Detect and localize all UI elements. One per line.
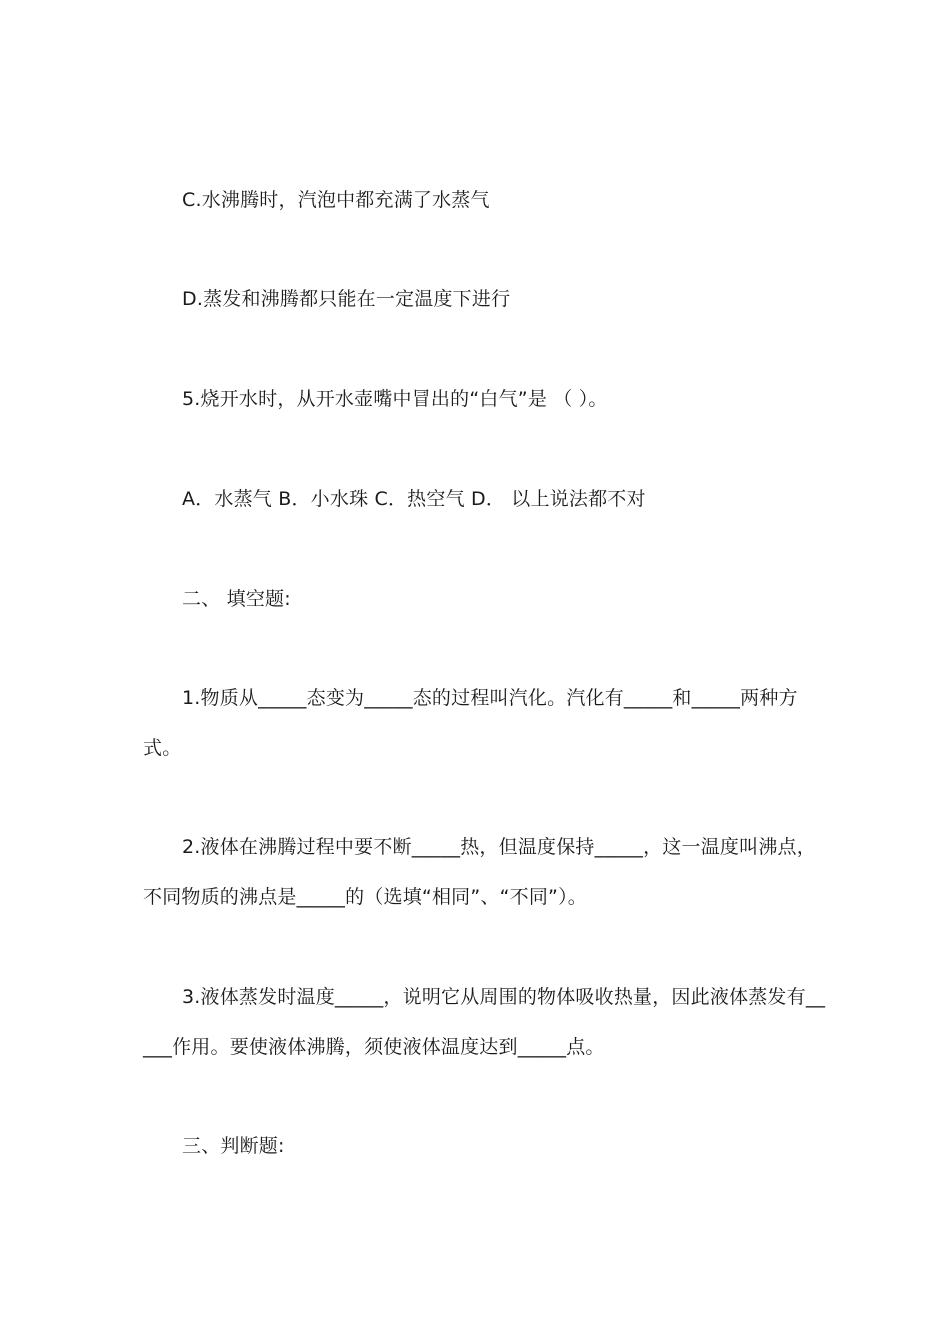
section-fill-in-heading: 二、 填空题:	[182, 588, 291, 610]
section-judgment-heading: 三、判断题:	[182, 1135, 285, 1157]
option-c-q4: C.水沸腾时，汽泡中都充满了水蒸气	[182, 189, 490, 211]
fill-question-1-line-2: 式。	[143, 737, 182, 759]
fill-question-1-line-1: 1.物质从_____态变为_____态的过程叫汽化。汽化有_____和_____两种方	[182, 687, 798, 709]
fill-question-3-line-1: 3.液体蒸发时温度_____，说明它从周围的物体吸收热量，因此液体蒸发有__	[182, 986, 826, 1008]
question-5-options: A．水蒸气 B．小水珠 C．热空气 D． 以上说法都不对	[182, 488, 646, 510]
question-5: 5.烧开水时，从开水壶嘴中冒出的“白气”是 （ ）。	[182, 388, 608, 410]
fill-question-3-line-2: ___作用。要使液体沸腾，须使液体温度达到_____点。	[143, 1036, 605, 1058]
fill-question-2-line-2: 不同物质的沸点是_____的（选填“相同”、“不同”）。	[143, 886, 587, 908]
option-d-q4: D.蒸发和沸腾都只能在一定温度下进行	[182, 288, 511, 310]
fill-question-2-line-1: 2.液体在沸腾过程中要不断_____热，但温度保持_____，这一温度叫沸点，	[182, 836, 816, 858]
